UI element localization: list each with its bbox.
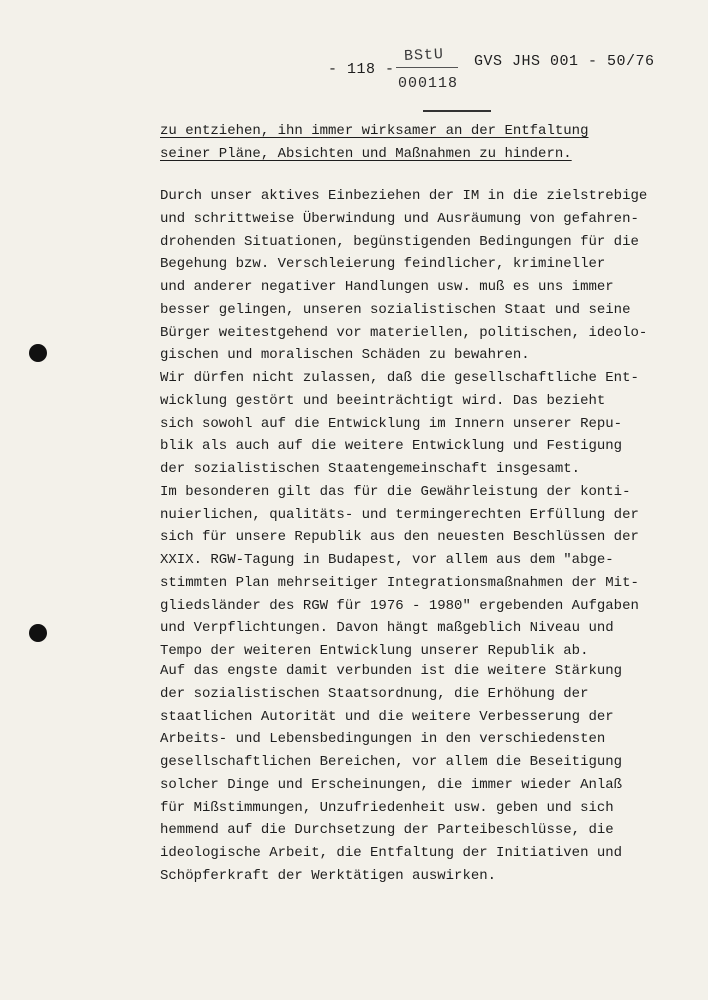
underlined-continuation bbox=[160, 120, 630, 165]
text-line: Schöpferkraft der Werktätigen auswirken. bbox=[160, 867, 497, 884]
text-line: zu entziehen, ihn immer wirksamer an der Entfaltung bbox=[160, 123, 589, 139]
text-line: der sozialistischen Staatsordnung, die Erhöhung der bbox=[160, 685, 589, 702]
archive-stamp-label: BStU bbox=[403, 45, 445, 66]
paragraph-2 bbox=[160, 660, 670, 888]
text-line: und schrittweise Überwindung und Ausräumung von gefahren- bbox=[160, 210, 639, 227]
text-line: seiner Pläne, Absichten und Maßnahmen zu hindern. bbox=[160, 145, 572, 162]
header-rule bbox=[423, 110, 491, 112]
text-line: Arbeits- und Lebensbedingungen in den verschiedensten bbox=[160, 731, 606, 748]
text-line: drohenden Situationen, begünstigenden Bedingungen für die bbox=[160, 233, 639, 250]
document-reference: GVS JHS 001 - 50/76 bbox=[474, 53, 655, 70]
text-line: ideologische Arbeit, die Entfaltung der Initiativen und bbox=[160, 845, 623, 861]
text-line: für Mißstimmungen, Unzufriedenheit usw. geben und sich bbox=[160, 799, 614, 816]
punch-hole bbox=[29, 624, 47, 642]
text-line: besser gelingen, unseren sozialistischen Staat und seine bbox=[160, 301, 631, 318]
text-line: sich für unsere Republik aus den neuesten Beschlüssen der bbox=[160, 529, 639, 546]
text-line: stimmten Plan mehrseitiger Integrationsmaßnahmen der Mit- bbox=[160, 574, 639, 591]
text-line: sich sowohl auf die Entwicklung im Innern unserer Repu- bbox=[160, 415, 623, 432]
text-line: gesellschaftlichen Bereichen, vor allem die Beseitigung bbox=[160, 754, 623, 770]
text-line: XXIX. RGW-Tagung in Budapest, vor allem aus dem "abge- bbox=[160, 552, 614, 568]
text-line: staatlichen Autorität und die weitere Verbesserung der bbox=[160, 708, 614, 725]
text-line: hemmend auf die Durchsetzung der Parteibeschlüsse, die bbox=[160, 822, 614, 839]
text-line: wicklung gestört und beeinträchtigt wird. Das bezieht bbox=[160, 392, 606, 409]
text-line: Tempo der weiteren Entwicklung unserer Republik ab. bbox=[160, 643, 589, 659]
text-line: nuierlichen, qualitäts- und termingerechten Erfüllung der bbox=[160, 506, 639, 523]
text-line: Im besonderen gilt das für die Gewährleistung der konti- bbox=[160, 483, 631, 500]
punch-hole bbox=[29, 344, 47, 362]
text-line: gliedsländer des RGW für 1976 - 1980" ergebenden Aufgaben bbox=[160, 597, 639, 614]
text-line: Wir dürfen nicht zulassen, daß die gesellschaftliche Ent- bbox=[160, 370, 639, 386]
text-line: solcher Dinge und Erscheinungen, die immer wieder Anlaß bbox=[160, 776, 623, 793]
page-number: - 118 - bbox=[328, 61, 395, 78]
text-line: Begehung bzw. Verschleierung feindlicher, krimineller bbox=[160, 256, 606, 273]
text-line: Bürger weitestgehend vor materiellen, politischen, ideolo- bbox=[160, 324, 648, 341]
text-line: und anderer negativer Handlungen usw. muß es uns immer bbox=[160, 279, 614, 295]
text-line: Durch unser aktives Einbeziehen der IM in die zielstrebige bbox=[160, 188, 648, 204]
text-line: Auf das engste damit verbunden ist die weitere Stärkung bbox=[160, 663, 623, 679]
text-line: der sozialistischen Staatengemeinschaft insgesamt. bbox=[160, 461, 581, 477]
stamp-divider bbox=[396, 67, 458, 68]
archive-stamp-number: 000118 bbox=[398, 75, 459, 92]
text-line: und Verpflichtungen. Davon hängt maßgeblich Niveau und bbox=[160, 620, 614, 637]
text-line: blik als auch auf die weitere Entwicklung und Festigung bbox=[160, 438, 623, 455]
paragraph-1 bbox=[160, 185, 670, 663]
text-line: gischen und moralischen Schäden zu bewahren. bbox=[160, 347, 530, 364]
